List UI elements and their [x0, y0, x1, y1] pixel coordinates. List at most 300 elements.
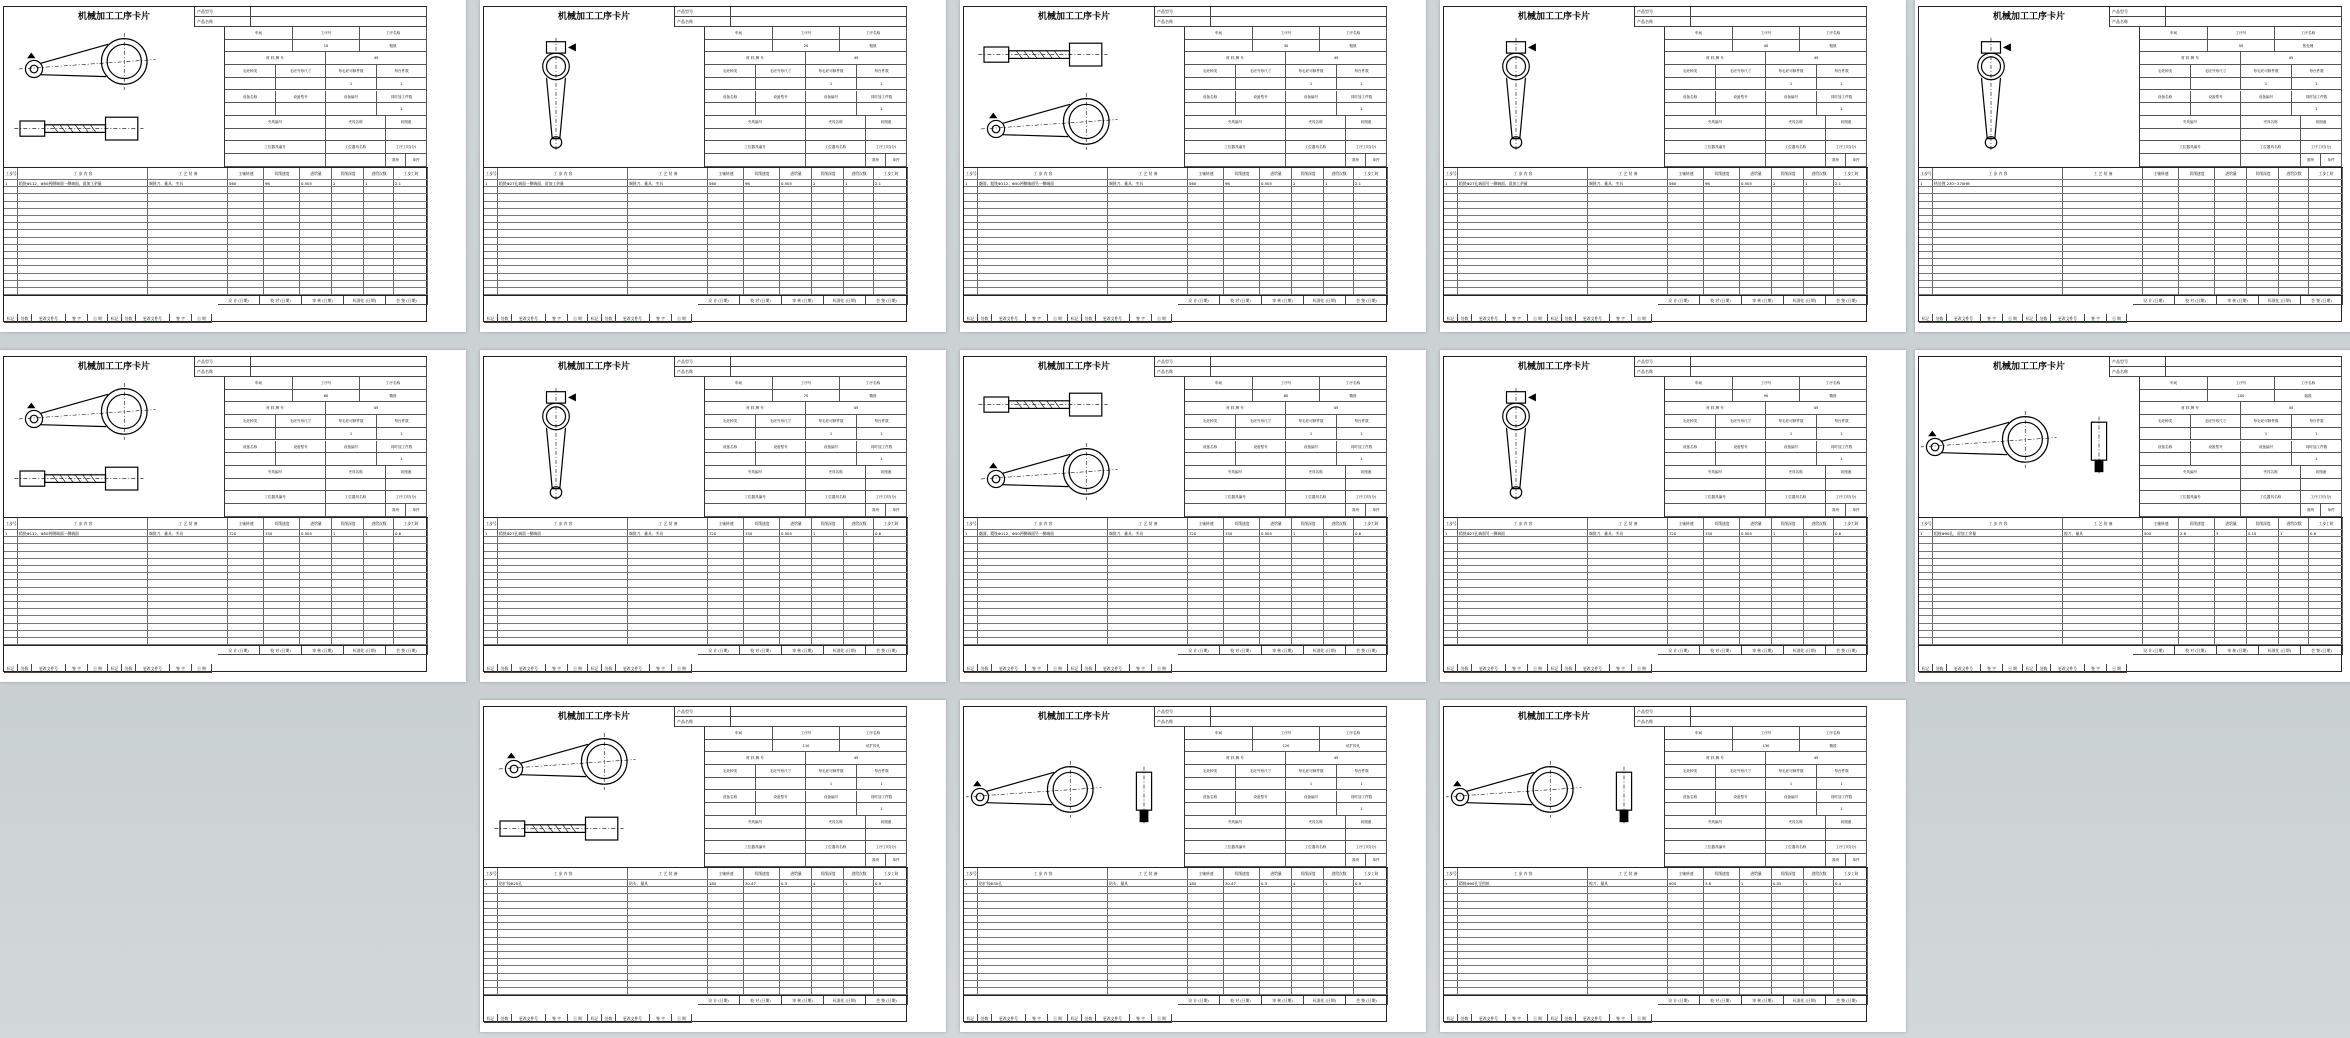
cut-depth-cell	[1772, 216, 1804, 222]
step-no-cell	[4, 194, 18, 200]
step-no-cell	[1444, 930, 1458, 936]
cut-depth-cell	[2247, 281, 2279, 287]
pass-count-cell	[1804, 631, 1834, 637]
revision-b-9: 日 期	[672, 1014, 692, 1023]
cutting-speed-cell	[1224, 595, 1260, 601]
step-time-cell	[1834, 552, 1868, 558]
step-content-header: 工 步 内 容	[978, 868, 1108, 879]
op-empty-row	[1444, 209, 1868, 216]
card-title: 机械加工工序卡片	[557, 12, 630, 22]
step-equipment-cell	[2063, 573, 2143, 579]
operation-name-value: 热处理	[2275, 40, 2342, 53]
feed-rate-cell	[1740, 259, 1772, 265]
product-model-label: 产品型号	[675, 357, 731, 367]
cutting-speed-cell	[1224, 202, 1260, 208]
cut-depth-cell	[2247, 552, 2279, 558]
op-empty-row	[1919, 580, 2343, 587]
pass-count-cell: 1	[2279, 530, 2309, 536]
info-row	[1665, 778, 1867, 791]
feed-rate-cell	[1260, 624, 1292, 630]
cut-depth-cell	[1292, 216, 1324, 222]
cutting-speed-cell	[1704, 266, 1740, 272]
material-value: 45	[806, 752, 907, 765]
feed-rate-cell	[1260, 223, 1292, 229]
revision-b-6: 处数	[1082, 1014, 1096, 1023]
step-content-cell	[1458, 616, 1588, 622]
cutting-speed-cell	[744, 537, 780, 543]
blank-size-label: 毛坯外形尺寸	[1716, 765, 1766, 778]
cutting-speed-cell	[1224, 588, 1260, 594]
feed-rate-header: 进给量	[1260, 168, 1292, 179]
step-time-cell	[1834, 966, 1868, 972]
step-content-cell	[18, 609, 148, 615]
feed-rate-cell	[1260, 202, 1292, 208]
info-row	[2140, 40, 2342, 53]
feed-rate-cell	[1260, 631, 1292, 637]
cutting-speed-cell	[1224, 252, 1260, 258]
info-row	[225, 402, 427, 415]
feed-rate-cell	[2215, 580, 2247, 586]
parts-per-machine-value: 1	[1817, 778, 1867, 791]
cut-depth-cell	[1772, 223, 1804, 229]
op-empty-row	[1919, 223, 2343, 230]
step-no-cell	[1444, 559, 1458, 565]
info-row	[705, 740, 907, 753]
pass-count-header: 进给次数	[2279, 168, 2309, 179]
cut-depth-cell	[332, 573, 364, 579]
info-row	[1185, 415, 1387, 428]
feed-rate-cell	[1260, 887, 1292, 893]
material-label: 材 料 牌 号	[1185, 752, 1286, 765]
spindle-speed-cell	[228, 266, 264, 272]
step-content-cell	[18, 624, 148, 630]
spindle-speed-cell	[1188, 974, 1224, 980]
step-time-cell	[2309, 209, 2343, 215]
pass-count-cell	[364, 602, 394, 608]
revision-b-7: 更改文件号	[2051, 664, 2085, 673]
op-empty-row	[964, 216, 1388, 223]
feed-rate-cell	[2215, 187, 2247, 193]
info-row	[1185, 40, 1387, 53]
step-content-cell	[18, 595, 148, 601]
step-content-cell	[1458, 281, 1588, 287]
feed-rate-cell	[1740, 245, 1772, 251]
spindle-speed-cell	[2143, 252, 2179, 258]
cut-depth-cell	[1772, 923, 1804, 929]
step-content-cell	[1458, 559, 1588, 565]
op-step-row	[1444, 180, 1868, 187]
cut-depth-cell	[1772, 559, 1804, 565]
step-no-header: 工步号	[964, 518, 978, 529]
op-empty-row	[484, 202, 908, 209]
pass-count-cell	[1804, 266, 1834, 272]
revision-a-1: 处数	[1933, 664, 1947, 673]
pass-count-cell	[1324, 281, 1354, 287]
step-content-cell	[1458, 245, 1588, 251]
step-no-cell	[964, 274, 978, 280]
step-no-cell	[1444, 223, 1458, 229]
step-time-cell	[394, 245, 428, 251]
cutting-speed-cell	[1704, 537, 1740, 543]
pass-count-header: 进给次数	[1324, 518, 1354, 529]
spindle-speed-cell	[1188, 923, 1224, 929]
equipment-no-label: 设备编号	[1286, 91, 1337, 104]
cut-depth-cell	[1772, 209, 1804, 215]
spindle-speed-cell	[228, 238, 264, 244]
feed-rate-cell	[300, 252, 332, 258]
audit-date: 审 核 (日期)	[2217, 646, 2259, 655]
feed-rate-cell	[1260, 952, 1292, 958]
step-equipment-cell	[1108, 974, 1188, 980]
blank-size-label: 毛坯外形尺寸	[1716, 415, 1766, 428]
feed-rate-cell	[1260, 580, 1292, 586]
step-time-cell	[394, 566, 428, 572]
fixture-no-label: 夹具编号	[705, 816, 806, 829]
step-no-cell	[1444, 909, 1458, 915]
info-row	[1185, 491, 1387, 504]
op-step-row	[4, 530, 428, 537]
cut-depth-cell	[812, 909, 844, 915]
pass-count-cell	[1324, 952, 1354, 958]
step-time-header: 工步工时	[1354, 518, 1388, 529]
step-time-cell	[874, 202, 908, 208]
cutting-speed-cell	[264, 616, 300, 622]
cutting-speed-cell: 96	[1704, 180, 1740, 186]
step-content-cell	[1458, 638, 1588, 644]
product-name-value	[1691, 17, 1867, 27]
process-card	[483, 6, 907, 322]
cutting-speed-cell	[744, 552, 780, 558]
pass-count-cell	[364, 194, 394, 200]
step-equipment-cell	[148, 609, 228, 615]
op-empty-row	[1919, 537, 2343, 544]
feed-rate-cell	[1740, 945, 1772, 951]
cut-depth-cell	[1772, 916, 1804, 922]
feed-rate-cell	[1260, 602, 1292, 608]
pass-count-cell: 1	[1804, 180, 1834, 186]
step-content-cell	[978, 281, 1108, 287]
spindle-speed-cell	[2143, 609, 2179, 615]
time-std-label: 工序工时(分)	[866, 841, 907, 854]
product-name-value	[1211, 717, 1387, 727]
spindle-speed-cell	[1188, 537, 1224, 543]
op-empty-row	[1444, 938, 1868, 945]
blank-size-value	[756, 428, 806, 441]
spindle-speed-cell	[708, 537, 744, 543]
cutting-speed-cell	[1224, 930, 1260, 936]
step-equipment-cell	[628, 238, 708, 244]
spindle-speed-cell	[228, 552, 264, 558]
revision-a-0: 标记	[1444, 664, 1458, 673]
op-empty-row	[4, 544, 428, 551]
revision-a-4: 日 期	[1528, 314, 1548, 323]
info-row	[2140, 116, 2342, 129]
cutting-speed-cell	[1704, 573, 1740, 579]
step-equipment-cell	[1108, 559, 1188, 565]
info-row	[225, 479, 427, 492]
spindle-speed-cell	[1668, 909, 1704, 915]
step-no-cell	[964, 552, 978, 558]
tool-name-value	[1766, 154, 1826, 167]
process-card	[963, 706, 1387, 1022]
pass-count-cell	[1324, 566, 1354, 572]
step-content-cell	[1933, 281, 2063, 287]
step-equipment-cell	[1108, 952, 1188, 958]
cutting-speed-cell	[1224, 631, 1260, 637]
spindle-speed-cell	[2143, 552, 2179, 558]
step-content-cell	[1458, 981, 1588, 987]
blank-size-label: 毛坯外形尺寸	[276, 415, 326, 428]
parts-per-blank-value: 1	[806, 428, 857, 441]
cutting-speed-cell	[744, 624, 780, 630]
op-empty-row	[484, 245, 908, 252]
cutting-speed-cell	[1224, 274, 1260, 280]
equipment-no-label: 设备编号	[806, 441, 857, 454]
step-no-cell	[964, 966, 978, 972]
step-no-cell	[1444, 887, 1458, 893]
header-grid	[2109, 357, 2342, 377]
step-equipment-cell	[2063, 288, 2143, 294]
blank-size-value	[1236, 778, 1286, 791]
prep-label: 准终	[386, 154, 406, 167]
pass-count-cell	[364, 259, 394, 265]
step-no-cell	[1919, 230, 1933, 236]
info-row	[225, 78, 427, 91]
step-equipment-cell	[2063, 624, 2143, 630]
step-equipment-cell	[1108, 631, 1188, 637]
product-name-value	[251, 367, 427, 377]
operation-info-grid	[704, 27, 907, 167]
step-time-cell	[394, 580, 428, 586]
card-header	[484, 707, 908, 729]
document-page-9	[1440, 350, 1906, 682]
cut-depth-cell	[1772, 187, 1804, 193]
info-row	[1185, 402, 1387, 415]
step-time-cell	[874, 588, 908, 594]
info-row	[1185, 752, 1387, 765]
step-equipment-cell	[1588, 202, 1668, 208]
feed-rate-cell	[2215, 638, 2247, 644]
equipment-no-value	[326, 103, 377, 116]
info-row	[1185, 91, 1387, 104]
step-no-cell	[1444, 945, 1458, 951]
cutting-speed-cell	[744, 202, 780, 208]
small-boss-outline	[505, 760, 522, 777]
cut-depth-cell	[812, 281, 844, 287]
cut-depth-cell	[332, 209, 364, 215]
spindle-speed-cell	[2143, 266, 2179, 272]
step-no-cell	[1919, 559, 1933, 565]
cutting-speed-cell	[1224, 988, 1260, 994]
fixture-no-value	[705, 129, 806, 142]
spindle-speed-cell	[228, 209, 264, 215]
spindle-speed-cell	[708, 609, 744, 615]
step-content-cell	[1458, 238, 1588, 244]
unit-label: 单件	[1846, 504, 1867, 517]
step-equipment-cell	[1588, 588, 1668, 594]
pass-count-cell	[1804, 616, 1834, 622]
simultaneous-value: 1	[1817, 103, 1867, 116]
op-empty-row	[484, 631, 908, 638]
info-row	[225, 129, 427, 142]
fixture-name-value	[1766, 479, 1826, 492]
op-empty-row	[964, 194, 1388, 201]
op-empty-row	[1919, 238, 2343, 245]
step-content-cell	[1458, 974, 1588, 980]
cut-depth-cell	[812, 938, 844, 944]
cutting-speed-cell	[1224, 281, 1260, 287]
step-no-cell	[1919, 266, 1933, 272]
step-content-cell	[498, 902, 628, 908]
cutting-speed-cell	[744, 588, 780, 594]
step-no-cell	[4, 238, 18, 244]
pass-count-cell	[844, 252, 874, 258]
step-equipment-cell	[628, 566, 708, 572]
step-content-cell: 翻面，精铣Φ112、Φ50两侧端面另一侧端面	[978, 530, 1108, 536]
op-header-row	[1919, 518, 2343, 530]
info-row	[1665, 441, 1867, 454]
op-empty-row	[1919, 202, 2343, 209]
step-content-cell	[1458, 288, 1588, 294]
step-time-cell	[1354, 595, 1388, 601]
clamp-arrow	[1529, 394, 1535, 400]
cutting-speed-cell	[744, 223, 780, 229]
unit-label: 单件	[1366, 504, 1387, 517]
step-content-cell	[978, 981, 1108, 987]
step-equipment-cell	[1108, 909, 1188, 915]
step-content-cell	[1458, 916, 1588, 922]
review-date: 校 对 (日期)	[2175, 646, 2217, 655]
step-equipment-cell	[1108, 552, 1188, 558]
step-equipment-cell	[1588, 187, 1668, 193]
step-equipment-cell	[1108, 238, 1188, 244]
operation-no-value: 30	[1253, 40, 1320, 53]
step-time-cell	[394, 216, 428, 222]
step-no-cell	[964, 566, 978, 572]
arm-edge-lower	[41, 75, 107, 77]
cut-depth-header: 切削深度	[1772, 868, 1804, 879]
step-equipment-cell: 端铣刀、量具、夹具	[148, 530, 228, 536]
step-equipment-cell: 端铣刀、量具、夹具	[1588, 180, 1668, 186]
small-bore	[510, 765, 518, 773]
pass-count-cell	[2279, 266, 2309, 272]
info-row	[705, 129, 907, 142]
cut-depth-cell	[1772, 573, 1804, 579]
spindle-speed-cell	[1668, 216, 1704, 222]
blank-size-label: 毛坯外形尺寸	[1236, 415, 1286, 428]
tool-no-label: 工位器具编号	[2140, 141, 2241, 154]
cut-depth-cell	[812, 537, 844, 543]
operation-name-label: 工序名称	[1320, 27, 1387, 40]
cutting-speed-cell	[1704, 966, 1740, 972]
design-date: 设 计 (日期)	[1658, 646, 1700, 655]
cut-depth-cell	[1292, 209, 1324, 215]
revision-b-7: 更改文件号	[1576, 314, 1610, 323]
feed-rate-cell	[780, 923, 812, 929]
feed-rate-cell	[780, 238, 812, 244]
step-time-cell	[874, 566, 908, 572]
revision-b-7: 更改文件号	[616, 314, 650, 323]
blank-type-label: 毛坯种类	[1665, 415, 1716, 428]
feed-rate-cell	[2215, 259, 2247, 265]
step-equipment-cell	[628, 537, 708, 543]
step-no-cell	[484, 252, 498, 258]
cut-depth-cell	[332, 194, 364, 200]
cut-depth-cell	[1292, 959, 1324, 965]
header-grid	[1154, 357, 1387, 377]
equipment-name-label: 设备名称	[1665, 91, 1716, 104]
step-equipment-cell	[628, 209, 708, 215]
pass-count-cell	[364, 631, 394, 637]
datum-triangle	[990, 464, 996, 468]
step-no-cell	[484, 537, 498, 543]
info-row	[1185, 479, 1387, 492]
step-content-cell	[498, 281, 628, 287]
cut-depth-cell	[812, 566, 844, 572]
fixture-name-value	[2241, 129, 2301, 142]
pass-count-cell	[1324, 602, 1354, 608]
step-equipment-cell	[1108, 288, 1188, 294]
revision-a-4: 日 期	[1048, 1014, 1068, 1023]
spindle-speed-cell	[1668, 631, 1704, 637]
op-empty-row	[1444, 559, 1868, 566]
tool-name-label: 工位器具名称	[1766, 491, 1826, 504]
revision-a-3: 签 字	[546, 1014, 568, 1023]
step-no-cell	[1444, 988, 1458, 994]
fixture-name-label: 夹具名称	[1766, 116, 1826, 129]
feed-rate-cell	[300, 274, 332, 280]
process-sketch	[966, 729, 1181, 867]
info-row	[225, 491, 427, 504]
spindle-speed-cell	[1188, 902, 1224, 908]
step-time-cell	[394, 202, 428, 208]
step-time-cell: 0.6	[1354, 530, 1388, 536]
cutting-speed-cell	[264, 573, 300, 579]
product-model-value	[731, 707, 907, 717]
step-no-cell	[964, 909, 978, 915]
pass-count-header: 进给次数	[844, 868, 874, 879]
feed-rate-cell	[1740, 624, 1772, 630]
spindle-speed-cell	[1668, 974, 1704, 980]
step-equipment-cell	[628, 259, 708, 265]
info-row	[2140, 91, 2342, 104]
pass-count-cell	[1804, 252, 1834, 258]
process-sketch	[6, 379, 221, 517]
step-content-cell	[498, 974, 628, 980]
step-time-cell	[1834, 930, 1868, 936]
step-content-cell	[1458, 223, 1588, 229]
fixture-name-value	[1766, 829, 1826, 842]
pass-count-cell	[1804, 624, 1834, 630]
spindle-speed-cell	[708, 988, 744, 994]
revision-a-2: 更改文件号	[32, 664, 66, 673]
step-content-header: 工 步 内 容	[18, 168, 148, 179]
review-date: 校 对 (日期)	[1700, 646, 1742, 655]
cutting-speed-cell	[2179, 616, 2215, 622]
workshop-label: 车间	[1665, 727, 1733, 740]
cutting-speed-cell	[1224, 187, 1260, 193]
op-empty-row	[4, 252, 428, 259]
step-no-cell	[964, 916, 978, 922]
simultaneous-value: 1	[1817, 803, 1867, 816]
step-time-cell	[1354, 544, 1388, 550]
pass-count-cell	[1324, 902, 1354, 908]
workshop-value	[225, 390, 293, 403]
cut-depth-cell	[332, 559, 364, 565]
cut-depth-cell	[2247, 266, 2279, 272]
equipment-name-label: 设备名称	[1665, 441, 1716, 454]
step-time-cell	[2309, 552, 2343, 558]
